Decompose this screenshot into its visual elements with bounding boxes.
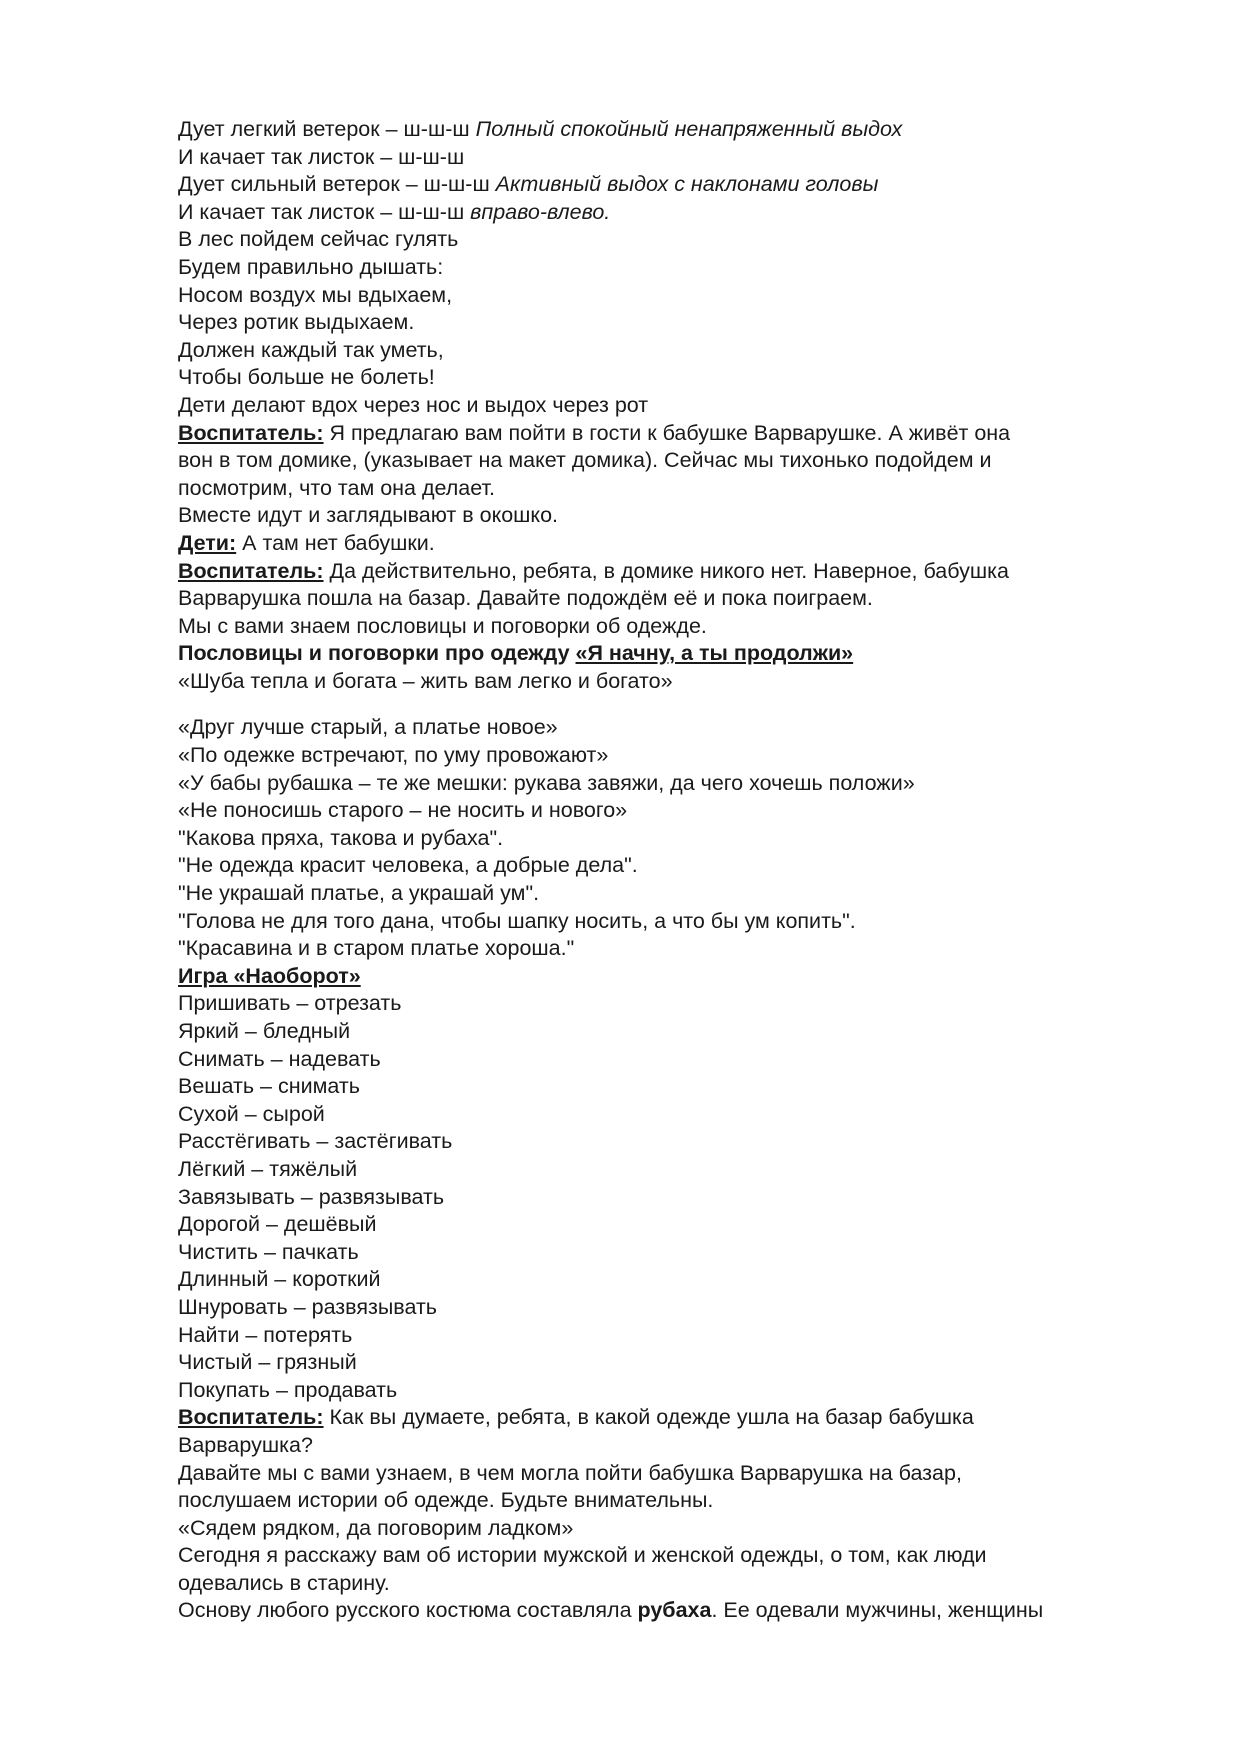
speaker-teacher: Воспитатель: bbox=[178, 420, 324, 445]
stage-direction: Вместе идут и заглядывают в окошко. bbox=[178, 503, 558, 528]
poem-line: В лес пойдем сейчас гулять bbox=[178, 227, 459, 252]
children-line: Дети: А там нет бабушки. bbox=[178, 530, 435, 555]
antonym-line: Расстёгивать – застёгивать bbox=[178, 1129, 453, 1154]
poem-line: Должен каждый так уметь, bbox=[178, 337, 444, 362]
proverbs-heading: Пословицы и поговорки про одежду «Я начну, а ты продолжи» bbox=[178, 641, 854, 666]
proverb-line: «По одежке встречают, по уму провожают» bbox=[178, 743, 609, 768]
text-line: Основу любого русского костюма составляла рубаха. Ее одевали мужчины, женщины bbox=[178, 1598, 1044, 1623]
text-line: посмотрим, что там она делает. bbox=[178, 475, 495, 500]
antonym-line: Покупать – продавать bbox=[178, 1377, 398, 1402]
teacher-line: Воспитатель: Как вы думаете, ребята, в какой одежде ушла на базар бабушка bbox=[178, 1405, 974, 1430]
poem-line: Через ротик выдыхаем. bbox=[178, 310, 415, 335]
breathing-line: Дует сильный ветерок – ш-ш-ш Активный выдох с наклонами головы bbox=[178, 172, 879, 197]
text-line: вон в том домике, (указывает на макет домика). Сейчас мы тихонько подойдем и bbox=[178, 448, 992, 473]
antonym-line: Шнуровать – развязывать bbox=[178, 1294, 437, 1319]
teacher-line: Воспитатель: Да действительно, ребята, в домике никого нет. Наверное, бабушка bbox=[178, 558, 1009, 583]
poem-line: Носом воздух мы вдыхаем, bbox=[178, 282, 453, 307]
speaker-children: Дети: bbox=[178, 530, 237, 555]
text-line: «Сядем рядком, да поговорим ладком» bbox=[178, 1515, 574, 1540]
proverb-line: "Голова не для того дана, чтобы шапку носить, а что бы ум копить". bbox=[178, 908, 856, 933]
text-line: Варварушка? bbox=[178, 1432, 313, 1457]
breathing-line: И качает так листок – ш-ш-ш вправо-влево. bbox=[178, 199, 611, 224]
blank-line bbox=[178, 695, 1168, 714]
antonym-line: Чистить – пачкать bbox=[178, 1239, 359, 1264]
proverb-line: «Друг лучше старый, а платье новое» bbox=[178, 715, 558, 740]
poem-line: Будем правильно дышать: bbox=[178, 254, 444, 279]
text-line: Варварушка пошла на базар. Давайте подождём её и пока поиграем. bbox=[178, 586, 873, 611]
proverbs-game-title: «Я начну, а ты продолжи» bbox=[575, 641, 854, 666]
antonym-line: Яркий – бледный bbox=[178, 1019, 351, 1043]
antonym-line: Длинный – короткий bbox=[178, 1267, 381, 1292]
text-line: Давайте мы с вами узнаем, в чем могла пойти бабушка Варварушка на базар, bbox=[178, 1460, 962, 1485]
breathing-line: И качает так листок – ш-ш-ш bbox=[178, 144, 465, 169]
document-page bbox=[178, 116, 1168, 1625]
antonym-line: Пришивать – отрезать bbox=[178, 991, 402, 1016]
antonym-line: Сухой – сырой bbox=[178, 1101, 325, 1126]
antonym-line: Дорогой – дешёвый bbox=[178, 1212, 377, 1237]
proverb-line: "Не одежда красит человека, а добрые дела". bbox=[178, 853, 638, 878]
antonym-line: Найти – потерять bbox=[178, 1322, 353, 1347]
antonym-line: Вешать – снимать bbox=[178, 1074, 360, 1099]
proverb-line: "Красавина и в старом платье хороша." bbox=[178, 936, 575, 961]
proverb-line: "Какова пряха, такова и рубаха". bbox=[178, 825, 504, 850]
term-rubakha: рубаха bbox=[637, 1598, 712, 1623]
antonym-line: Завязывать – развязывать bbox=[178, 1184, 445, 1209]
antonym-line: Лёгкий – тяжёлый bbox=[178, 1156, 358, 1181]
text-line: одевались в старину. bbox=[178, 1570, 390, 1595]
game-heading: Игра «Наоборот» bbox=[178, 963, 361, 988]
text-line: послушаем истории об одежде. Будьте внимательны. bbox=[178, 1488, 714, 1513]
text-line: Сегодня я расскажу вам об истории мужской и женской одежды, о том, как люди bbox=[178, 1543, 987, 1568]
poem-line: Чтобы больше не болеть! bbox=[178, 365, 435, 390]
antonym-line: Снимать – надевать bbox=[178, 1046, 381, 1071]
proverb-line: «Не поносишь старого – не носить и нового» bbox=[178, 798, 628, 823]
poem-line: Дети делают вдох через нос и выдох через рот bbox=[178, 392, 649, 417]
antonym-line: Чистый – грязный bbox=[178, 1350, 357, 1375]
proverb-line: «Шуба тепла и богата – жить вам легко и богато» bbox=[178, 668, 673, 693]
text-line: Мы с вами знаем пословицы и поговорки об одежде. bbox=[178, 613, 707, 638]
speaker-teacher: Воспитатель: bbox=[178, 1405, 324, 1430]
proverb-line: «У бабы рубашка – те же мешки: рукава завяжи, да чего хочешь положи» bbox=[178, 770, 915, 795]
breathing-line: Дует легкий ветерок – ш-ш-ш Полный спокойный ненапряженный выдох bbox=[178, 117, 903, 141]
speaker-teacher: Воспитатель: bbox=[178, 558, 324, 583]
teacher-line: Воспитатель: Я предлагаю вам пойти в гости к бабушке Варварушке. А живёт она bbox=[178, 420, 1011, 445]
proverb-line: "Не украшай платье, а украшай ум". bbox=[178, 881, 540, 906]
